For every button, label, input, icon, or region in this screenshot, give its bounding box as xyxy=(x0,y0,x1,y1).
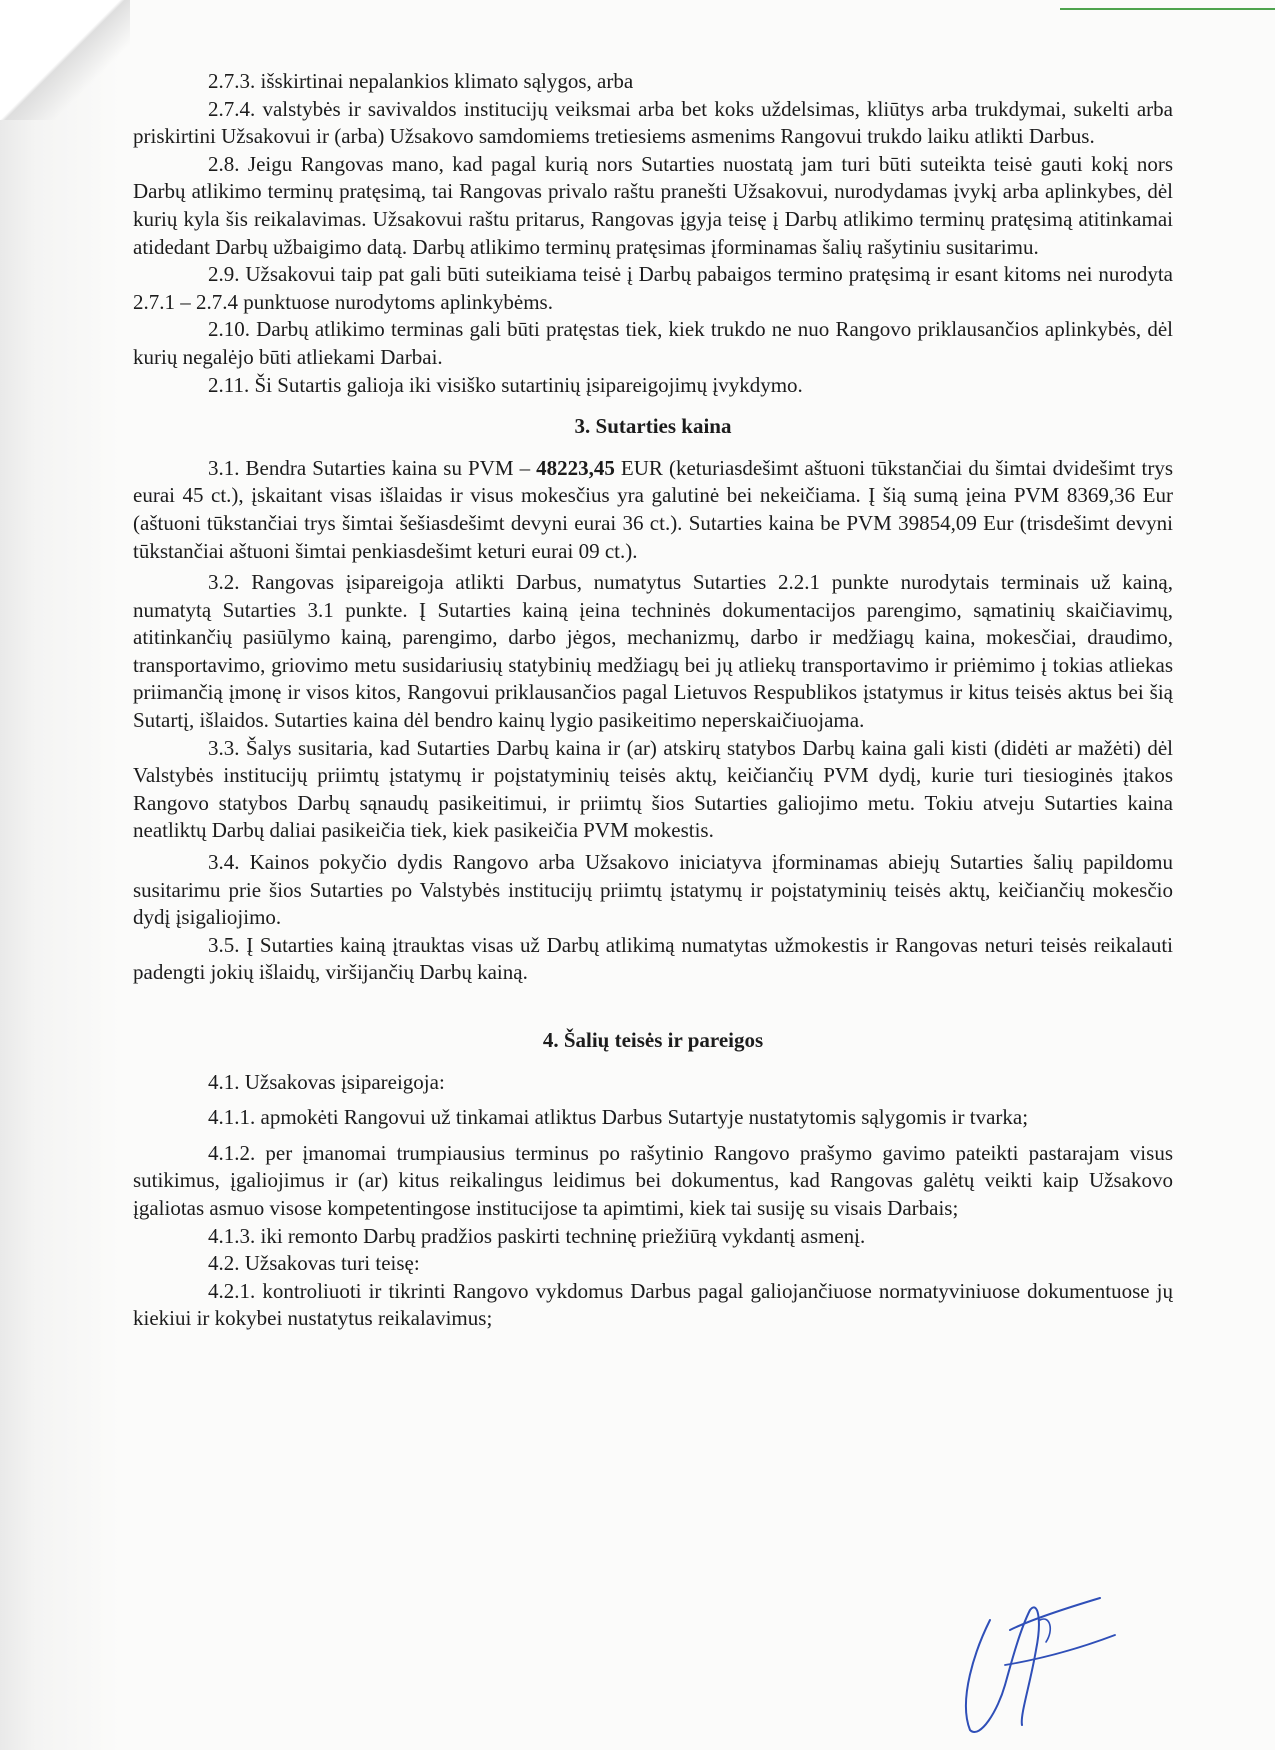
paragraph-2-7-3: 2.7.3. išskirtinai nepalankios klimato sąlygos, arba xyxy=(208,69,634,93)
paragraph-4-2: 4.2. Užsakovas turi teisę: xyxy=(208,1251,420,1276)
paragraph-4-2-1: 4.2.1. kontroliuoti ir tikrinti Rangovo vykdomus Darbus pagal galiojančiuose normatyviniuose dokumentuose jų kiekiui ir kokybei nustatytus reikalavimus; xyxy=(133,1278,1173,1331)
edge-mark xyxy=(1060,8,1275,10)
total-price: 48223,45 xyxy=(536,455,615,480)
paragraph-3-3: 3.3. Šalys susitaria, kad Sutarties Darbų kaina ir (ar) atskirų statybos Darbų kaina gali kisti (didėti ar mažėti) dėl Valstybės institucijų priimtų įstatymų ir poįstatyminių teisės aktų, keičiančių PVM dydį, kurie turi tiesioginės įtakos Rangovo statybos Darbų sąnaudų pasikeitimui, ir priimtų šios Sutarties galiojimo metu. Tokiu atveju Sutarties kaina neatliktų Darbų daliai pasikeičia tiek, kiek pasikeičia PVM mokestis. xyxy=(133,735,1173,843)
paragraph-2-8: 2.8. Jeigu Rangovas mano, kad pagal kurią nors Sutarties nuostatą jam turi būti suteikta teisė gauti kokį nors Darbų atlikimo terminų pratęsimą, tai Rangovas privalo raštu pranešti Užsakovui, nurodydamas įvykį arba aplinkybes, dėl kurių kyla šis reikalavimas. Užsakovui raštu pritarus, Rangovas įgyja teisę į Darbų atlikimo terminų pratęsimą atitinkamai atidedant Darbų užbaigimo datą. Darbų atlikimo terminų pratęsimas įforminamas šalių rašytiniu susitarimu. xyxy=(133,151,1173,259)
paragraph-4-1: 4.1. Užsakovas įsipareigoja: xyxy=(208,1069,445,1094)
paragraph-2-7-4: 2.7.4. valstybės ir savivaldos institucijų veiksmai arba bet koks uždelsimas, kliūtys arba trukdymai, sukelti arba priskirtini Užsakovui ir (arba) Užsakovo samdomiems tretiesiems asmenims Rangovui trukdo laiku atlikti Darbus. xyxy=(133,96,1173,149)
paragraph-3-2: 3.2. Rangovas įsipareigoja atlikti Darbus, numatytus Sutarties 2.2.1 punkte nurodytais terminais už kainą, numatytą Sutarties 3.1 punkte. Į Sutarties kainą įeina techninės dokumentacijos parengimo, sąmatinių skaičiavimų, atitinkančių pasiūlymo kainą, parengimo, darbo jėgos, mechanizmų, darbo ir medžiagų kaina, mokesčiai, draudimo, transportavimo, griovimo metu susidariusių statybinių medžiagų bei jų atliekų transportavimo ir priėmimo į tokias atliekas priimančią įmonę ir visos kitos, Rangovui priklausančios pagal Lietuvos Respublikos įstatymus ir kitus teisės aktus bei šią Sutartį, išlaidos. Sutarties kaina dėl bendro kainų lygio pasikeitimo neperskaičiuojama. xyxy=(133,570,1173,733)
paragraph-2-10: 2.10. Darbų atlikimo terminas gali būti pratęstas tiek, kiek trukdo ne nuo Rangovo priklausančios aplinkybės, dėl kurių negalėjo būti atliekami Darbai. xyxy=(133,317,1173,369)
section-3-title: 3. Sutarties kaina xyxy=(574,414,732,439)
paragraph-2-9: 2.9. Užsakovui taip pat gali būti suteikiama teisė į Darbų pabaigos termino pratęsimą ir esant kitoms nei nurodyta 2.7.1 – 2.7.4 punktuose nurodytoms aplinkybėms. xyxy=(133,262,1173,314)
paragraph-4-1-1: 4.1.1. apmokėti Rangovui už tinkamai atliktus Darbus Sutartyje nustatytomis sąlygomis ir tvarka; xyxy=(208,1105,1029,1130)
folded-corner xyxy=(0,0,130,120)
handwritten-signature xyxy=(950,1590,1120,1740)
paragraph-3-4: 3.4. Kainos pokyčio dydis Rangovo arba Užsakovo iniciatyva įforminamas abiejų Sutarties šalių papildomu susitarimu prie šios Sutarties po Valstybės institucijų priimtų įstatymų ir poįstatyminių teisės aktų, keičiančių mokesčio dydį įsigaliojimo. xyxy=(133,850,1173,930)
section-4-title: 4. Šalių teisės ir pareigos xyxy=(542,1028,764,1052)
paragraph-4-1-2: 4.1.2. per įmanomai trumpiausius terminus po rašytinio Rangovo prašymo gavimo pateikti pastarajam visus sutikimus, įgaliojimus ir (ar) kitus reikalingus leidimus bei dokumentus, kad Rangovas galėtų veikti kaip Užsakovo įgaliotas asmuo visose kompetentingose institucijose ta apimtimi, kiek tai susiję su visais Darbais; xyxy=(133,1140,1173,1220)
paragraph-2-11: 2.11. Ši Sutartis galioja iki visiško sutartinių įsipareigojimų įvykdymo. xyxy=(208,372,803,397)
paragraph-4-1-3: 4.1.3. iki remonto Darbų pradžios paskirti techninę priežiūrą vykdantį asmenį. xyxy=(208,1223,866,1248)
paragraph-3-5: 3.5. Į Sutarties kainą įtrauktas visas už Darbų atlikimą numatytas užmokestis ir Rangovas neturi teisės reikalauti padengti jokių išlaidų, viršijančių Darbų kainą. xyxy=(133,932,1173,985)
document-body xyxy=(133,68,1173,1333)
paragraph-3-1 xyxy=(133,455,1173,565)
p31-rest: EUR (keturiasdešimt aštuoni tūkstančiai du šimtai dvidešimt trys eurai 45 ct.), įskaitant visas išlaidas ir visus mokesčius yra galutinė bei nekeičiama. Į šią sumą įeina PVM 8369,36 Eur (aštuoni tūkstančiai trys šimtai šešiasdešimt devyni eurai 36 ct.). Sutarties kaina be PVM 39854,09 Eur (trisdešimt devyni tūkstančiai aštuoni šimtai penkiasdešimt keturi eurai 09 ct.). xyxy=(133,455,1174,563)
scan-shadow-edge xyxy=(0,0,120,1750)
p31-start: 3.1. Bendra Sutarties kaina su PVM – xyxy=(208,455,537,480)
